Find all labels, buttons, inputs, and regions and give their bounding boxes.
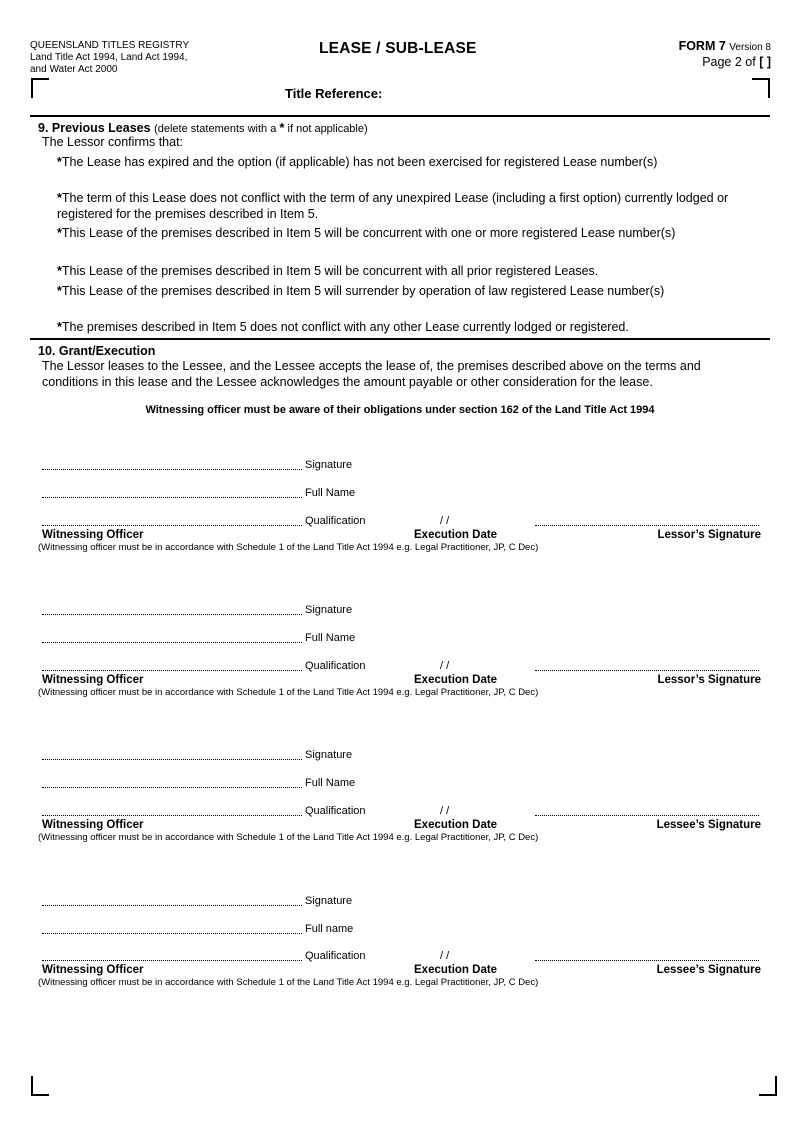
witness-qualification-note: (Witnessing officer must be in accordance with Schedule 1 of the Land Title Act 1994 e.g. Legal Practitioner, JP, C Dec) <box>38 687 539 698</box>
witnessing-officer-label: Witnessing Officer <box>42 964 144 976</box>
signature-label: Signature <box>305 459 353 471</box>
witnessing-officer-label: Witnessing Officer <box>42 819 144 831</box>
page-number <box>702 55 771 69</box>
divider <box>30 115 770 117</box>
corner-mark-bottom-left <box>31 1076 49 1096</box>
party-signature-line[interactable] <box>535 808 759 816</box>
party-signature-label: Lessee’s Signature <box>656 819 761 831</box>
signature-label: Signature <box>305 895 353 907</box>
statement-item: *The Lease has expired and the option (if applicable) has not been exercised for registered Lease number(s) <box>57 155 658 169</box>
witness-full-name-line[interactable] <box>42 635 302 643</box>
witness-signature-line[interactable] <box>42 898 302 906</box>
party-signature-label: Lessor’s Signature <box>657 674 761 686</box>
section-10-heading: 10. Grant/Execution <box>38 344 156 358</box>
party-signature-line[interactable] <box>535 953 759 961</box>
execution-date-label: Execution Date <box>414 819 498 831</box>
witness-full-name-line[interactable] <box>42 780 302 788</box>
form-label: FORM 7 <box>678 39 726 53</box>
witness-qualification-line[interactable] <box>42 518 302 526</box>
corner-mark-bottom-right <box>759 1076 777 1096</box>
signature-block <box>0 458 800 558</box>
divider <box>30 338 770 340</box>
section-9-hint: (delete statements with a * if not applicable) <box>154 120 368 135</box>
witness-qualification-line[interactable] <box>42 953 302 961</box>
signature-label: Signature <box>305 749 353 761</box>
party-signature-line[interactable] <box>535 518 759 526</box>
registry-name: QUEENSLAND TITLES REGISTRY <box>30 40 190 51</box>
party-signature-line[interactable] <box>535 663 759 671</box>
execution-date-field[interactable]: / / <box>440 515 450 527</box>
signature-block <box>0 603 800 703</box>
statement-item: *The premises described in Item 5 does not conflict with any other Lease currently lodged or registered. <box>57 320 629 334</box>
execution-date-label: Execution Date <box>414 964 498 976</box>
form-number <box>679 39 771 53</box>
section-9-title: 9. Previous Leases <box>38 121 151 135</box>
statement-item: *This Lease of the premises described in Item 5 will be concurrent with all prior registered Leases. <box>57 264 599 278</box>
registry-acts-line2: and Water Act 2000 <box>30 64 118 75</box>
witnessing-officer-label: Witnessing Officer <box>42 529 144 541</box>
witness-full-name-line[interactable] <box>42 490 302 498</box>
witness-qualification-note: (Witnessing officer must be in accordance with Schedule 1 of the Land Title Act 1994 e.g. Legal Practitioner, JP, C Dec) <box>38 977 539 988</box>
section-9-intro: The Lessor confirms that: <box>42 135 184 149</box>
execution-date-field[interactable]: / / <box>440 660 450 672</box>
section-10-body-line1: The Lessor leases to the Lessee, and the Lessee accepts the lease of, the premises described above on the terms and <box>42 359 701 373</box>
execution-date-label: Execution Date <box>414 674 498 686</box>
witness-full-name-line[interactable] <box>42 926 302 934</box>
corner-mark-top-left <box>31 78 49 98</box>
section-10-body-line2: conditions in this lease and the Lessee acknowledges the amount payable or other consideration for the lease. <box>42 375 653 389</box>
witness-signature-line[interactable] <box>42 607 302 615</box>
statement-item: *This Lease of the premises described in Item 5 will surrender by operation of law registered Lease number(s) <box>57 284 665 298</box>
page-prefix: Page 2 of <box>702 55 756 69</box>
execution-date-label: Execution Date <box>414 529 498 541</box>
title-reference-label: Title Reference: <box>285 86 383 101</box>
witnessing-warning: Witnessing officer must be aware of their obligations under section 162 of the Land Title Act 1994 <box>145 404 655 416</box>
execution-date-field[interactable]: / / <box>440 805 450 817</box>
registry-acts-line1: Land Title Act 1994, Land Act 1994, <box>30 52 188 63</box>
form-version: Version 8 <box>729 42 771 53</box>
qualification-label: Qualification <box>305 515 366 527</box>
witness-qualification-line[interactable] <box>42 663 302 671</box>
witness-qualification-line[interactable] <box>42 808 302 816</box>
signature-block <box>0 748 800 848</box>
full-name-label: Full Name <box>305 632 356 644</box>
full-name-label: Full Name <box>305 487 356 499</box>
qualification-label: Qualification <box>305 805 366 817</box>
page-total-bracket: [ ] <box>759 55 771 69</box>
statement-item: *The term of this Lease does not conflict with the term of any unexpired Lease (including a first option) currently lodged or registered for the premises described in Item 5. <box>57 191 729 221</box>
witnessing-officer-label: Witnessing Officer <box>42 674 144 686</box>
section-9-heading <box>38 120 368 135</box>
qualification-label: Qualification <box>305 950 366 962</box>
signature-block <box>0 894 800 994</box>
witness-qualification-note: (Witnessing officer must be in accordance with Schedule 1 of the Land Title Act 1994 e.g. Legal Practitioner, JP, C Dec) <box>38 542 539 553</box>
page-title: LEASE / SUB-LEASE <box>319 40 477 57</box>
signature-label: Signature <box>305 604 353 616</box>
qualification-label: Qualification <box>305 660 366 672</box>
party-signature-label: Lessor’s Signature <box>657 529 761 541</box>
full-name-label: Full Name <box>305 777 356 789</box>
statement-item: *This Lease of the premises described in Item 5 will be concurrent with one or more registered Lease number(s) <box>57 226 676 240</box>
witness-signature-line[interactable] <box>42 462 302 470</box>
execution-date-field[interactable]: / / <box>440 950 450 962</box>
full-name-label: Full name <box>305 923 354 935</box>
witness-signature-line[interactable] <box>42 752 302 760</box>
corner-mark-top-right <box>752 78 770 98</box>
party-signature-label: Lessee’s Signature <box>656 964 761 976</box>
witness-qualification-note: (Witnessing officer must be in accordance with Schedule 1 of the Land Title Act 1994 e.g. Legal Practitioner, JP, C Dec) <box>38 832 539 843</box>
